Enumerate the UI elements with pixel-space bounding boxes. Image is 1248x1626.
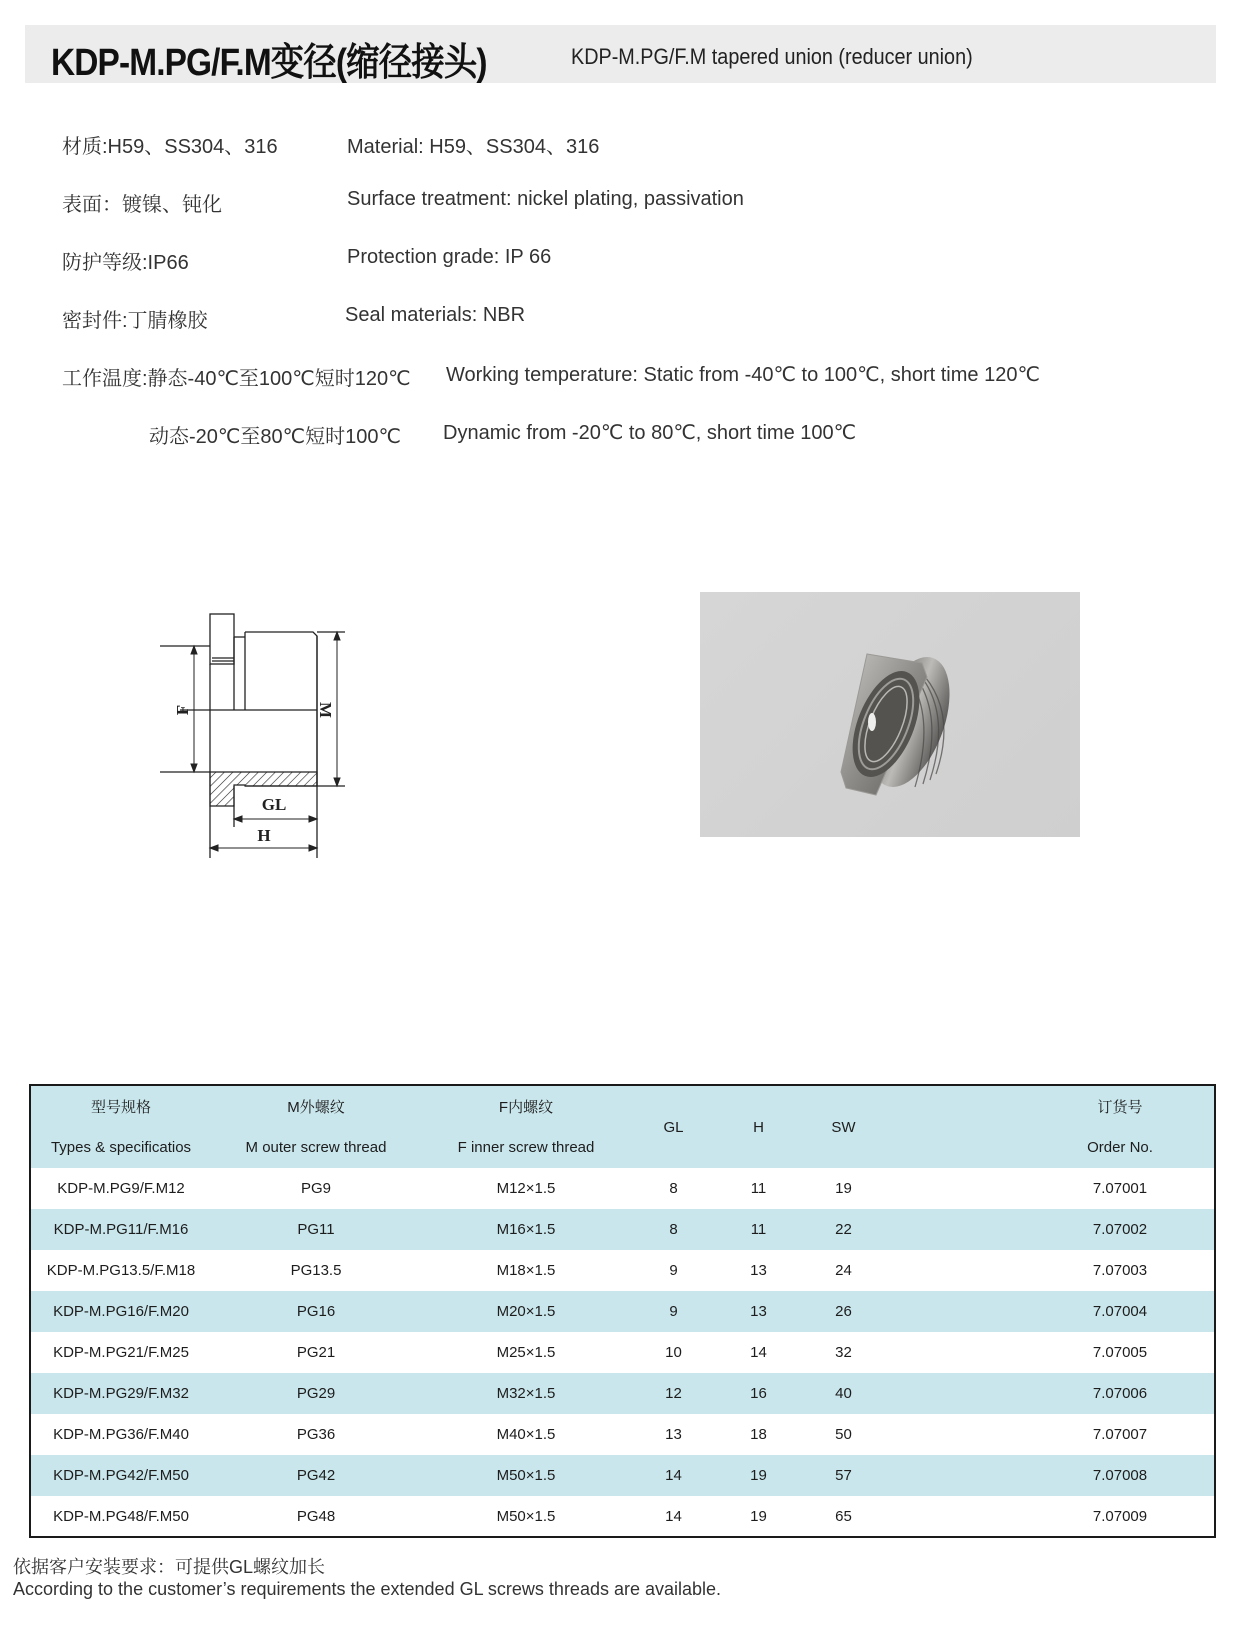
cell-order-no: 7.07009 bbox=[1092, 1507, 1148, 1525]
cell-m-thread: PG48 bbox=[296, 1507, 336, 1525]
cell-gl: 10 bbox=[665, 1344, 682, 1361]
cell-type: KDP-M.PG42/F.M50 bbox=[53, 1467, 189, 1484]
cell-m-thread: PG29 bbox=[296, 1385, 336, 1402]
cell-f-thread: M40×1.5 bbox=[496, 1426, 556, 1443]
cell-m-thread: PG42 bbox=[296, 1467, 336, 1484]
diagram-outline bbox=[160, 614, 345, 858]
cell-m-thread: PG21 bbox=[296, 1344, 336, 1361]
table-row bbox=[30, 1496, 1215, 1537]
table-row bbox=[30, 1168, 1215, 1209]
spec-temp-static-cn: 工作温度:静态-40℃至100℃短时120℃ bbox=[62, 368, 411, 390]
table-row bbox=[30, 1209, 1215, 1250]
spec-surface-cn: 表面：镀镍、钝化 bbox=[62, 194, 222, 216]
footer-note-en: According to the customer’s requirements the extended GL screws threads are available. bbox=[13, 1579, 722, 1599]
cell-h: 13 bbox=[750, 1303, 767, 1320]
cell-order-no: 7.07007 bbox=[1092, 1426, 1148, 1443]
cell-sw: 26 bbox=[835, 1303, 852, 1320]
cell-h: 13 bbox=[750, 1262, 767, 1279]
cell-gl: 8 bbox=[669, 1221, 678, 1238]
cell-f-thread: M12×1.5 bbox=[496, 1180, 556, 1197]
cell-gl: 9 bbox=[669, 1262, 678, 1279]
cell-sw: 65 bbox=[835, 1507, 852, 1525]
cell-sw: 57 bbox=[835, 1467, 852, 1484]
cell-type: KDP-M.PG36/F.M40 bbox=[53, 1426, 189, 1443]
header-m-thread-cn: M外螺纹 bbox=[287, 1099, 345, 1116]
spec-temp-dynamic-cn: 动态-20℃至80℃短时100℃ bbox=[149, 426, 401, 448]
cell-h: 19 bbox=[750, 1507, 767, 1525]
spec-surface-en: Surface treatment: nickel plating, passivation bbox=[347, 188, 744, 210]
dim-label-gl: GL bbox=[261, 795, 287, 814]
cell-h: 16 bbox=[750, 1385, 767, 1402]
cell-f-thread: M50×1.5 bbox=[496, 1467, 556, 1484]
cell-order-no: 7.07006 bbox=[1092, 1385, 1148, 1402]
cell-m-thread: PG11 bbox=[297, 1221, 335, 1238]
cell-type: KDP-M.PG29/F.M32 bbox=[53, 1385, 189, 1402]
spec-material-en: Material: H59、SS304、316 bbox=[347, 136, 600, 158]
dim-label-h: H bbox=[257, 826, 271, 845]
table-header-row-en bbox=[30, 1127, 1215, 1168]
cell-f-thread: M18×1.5 bbox=[496, 1262, 556, 1279]
cell-sw: 22 bbox=[835, 1221, 852, 1238]
header-order-cn: 订货号 bbox=[1097, 1099, 1143, 1116]
cell-sw: 19 bbox=[835, 1180, 852, 1197]
specification-table bbox=[29, 1084, 1216, 1538]
cell-h: 19 bbox=[750, 1467, 767, 1484]
cell-type: KDP-M.PG11/F.M16 bbox=[53, 1221, 189, 1238]
cell-gl: 8 bbox=[669, 1180, 678, 1197]
cell-order-no: 7.07002 bbox=[1092, 1221, 1148, 1238]
cell-f-thread: M32×1.5 bbox=[496, 1385, 556, 1402]
cell-gl: 13 bbox=[665, 1426, 682, 1443]
header-m-thread-en: M outer screw thread bbox=[245, 1139, 387, 1156]
cell-order-no: 7.07004 bbox=[1092, 1303, 1148, 1320]
cell-h: 14 bbox=[750, 1344, 767, 1361]
table-row bbox=[30, 1373, 1215, 1414]
dim-label-f: F bbox=[173, 704, 192, 716]
footer-note-cn: 依据客户安装要求：可提供GL螺纹加长 bbox=[13, 1557, 326, 1577]
cell-type: KDP-M.PG9/F.M12 bbox=[57, 1180, 185, 1197]
cell-type: KDP-M.PG21/F.M25 bbox=[53, 1344, 189, 1361]
spec-temp-dynamic-en: Dynamic from -20℃ to 80℃, short time 100℃ bbox=[443, 422, 857, 444]
spec-material-cn: 材质:H59、SS304、316 bbox=[62, 136, 278, 158]
cell-sw: 50 bbox=[835, 1426, 852, 1443]
reducer-union-image bbox=[700, 592, 1080, 837]
header-types-en: Types & specificatios bbox=[50, 1139, 192, 1156]
table-row bbox=[30, 1414, 1215, 1455]
cell-f-thread: M50×1.5 bbox=[496, 1507, 556, 1525]
cell-m-thread: PG9 bbox=[300, 1180, 331, 1197]
cell-f-thread: M16×1.5 bbox=[496, 1221, 556, 1238]
header-f-thread-en: F inner screw thread bbox=[457, 1139, 595, 1156]
header-sw: SW bbox=[831, 1118, 856, 1136]
cell-sw: 40 bbox=[835, 1385, 852, 1402]
cell-m-thread: PG16 bbox=[296, 1303, 336, 1320]
cell-gl: 9 bbox=[669, 1303, 678, 1320]
spec-protection-en: Protection grade: IP 66 bbox=[347, 246, 552, 268]
table-row bbox=[30, 1250, 1215, 1291]
cell-gl: 12 bbox=[665, 1385, 682, 1402]
product-photo bbox=[700, 592, 1080, 837]
title-bar bbox=[25, 25, 1216, 83]
header-order-en: Order No. bbox=[1087, 1139, 1153, 1156]
cell-sw: 32 bbox=[835, 1344, 852, 1361]
cell-h: 11 bbox=[750, 1180, 767, 1197]
table-row bbox=[30, 1455, 1215, 1496]
spec-seal-en: Seal materials: NBR bbox=[345, 304, 526, 326]
dimension-diagram bbox=[150, 600, 360, 860]
cell-type: KDP-M.PG48/F.M50 bbox=[53, 1507, 189, 1525]
cell-f-thread: M20×1.5 bbox=[496, 1303, 556, 1320]
spec-temp-static-en: Working temperature: Static from -40℃ to 100℃, short time 120℃ bbox=[446, 364, 1040, 386]
spec-protection-cn: 防护等级:IP66 bbox=[62, 252, 189, 274]
table-row bbox=[30, 1332, 1215, 1373]
table-header-row-cn bbox=[30, 1085, 1215, 1127]
cell-h: 11 bbox=[750, 1221, 767, 1238]
dim-label-m: M bbox=[316, 701, 335, 719]
cell-type: KDP-M.PG16/F.M20 bbox=[53, 1303, 189, 1320]
cell-order-no: 7.07005 bbox=[1092, 1344, 1148, 1361]
cell-order-no: 7.07008 bbox=[1092, 1467, 1148, 1484]
cell-m-thread: PG13.5 bbox=[290, 1262, 342, 1279]
cell-type: KDP-M.PG13.5/F.M18 bbox=[46, 1262, 196, 1279]
table-row bbox=[30, 1291, 1215, 1332]
cell-order-no: 7.07001 bbox=[1092, 1180, 1148, 1197]
header-types-cn: 型号规格 bbox=[90, 1099, 151, 1116]
header-gl: GL bbox=[663, 1118, 684, 1136]
cell-sw: 24 bbox=[835, 1262, 852, 1279]
cell-gl: 14 bbox=[665, 1467, 682, 1484]
cell-order-no: 7.07003 bbox=[1092, 1262, 1148, 1279]
cell-h: 18 bbox=[750, 1426, 767, 1443]
page-title: KDP-M.PG/F.M变径(缩径接头) bbox=[51, 42, 487, 84]
page-subtitle: KDP-M.PG/F.M tapered union (reducer union) bbox=[571, 44, 973, 69]
header-f-thread-cn: F内螺纹 bbox=[498, 1099, 554, 1116]
cell-f-thread: M25×1.5 bbox=[496, 1344, 556, 1361]
header-h: H bbox=[753, 1118, 764, 1136]
spec-seal-cn: 密封件:丁腈橡胶 bbox=[62, 310, 208, 332]
cell-m-thread: PG36 bbox=[296, 1426, 336, 1443]
cell-gl: 14 bbox=[665, 1507, 682, 1525]
